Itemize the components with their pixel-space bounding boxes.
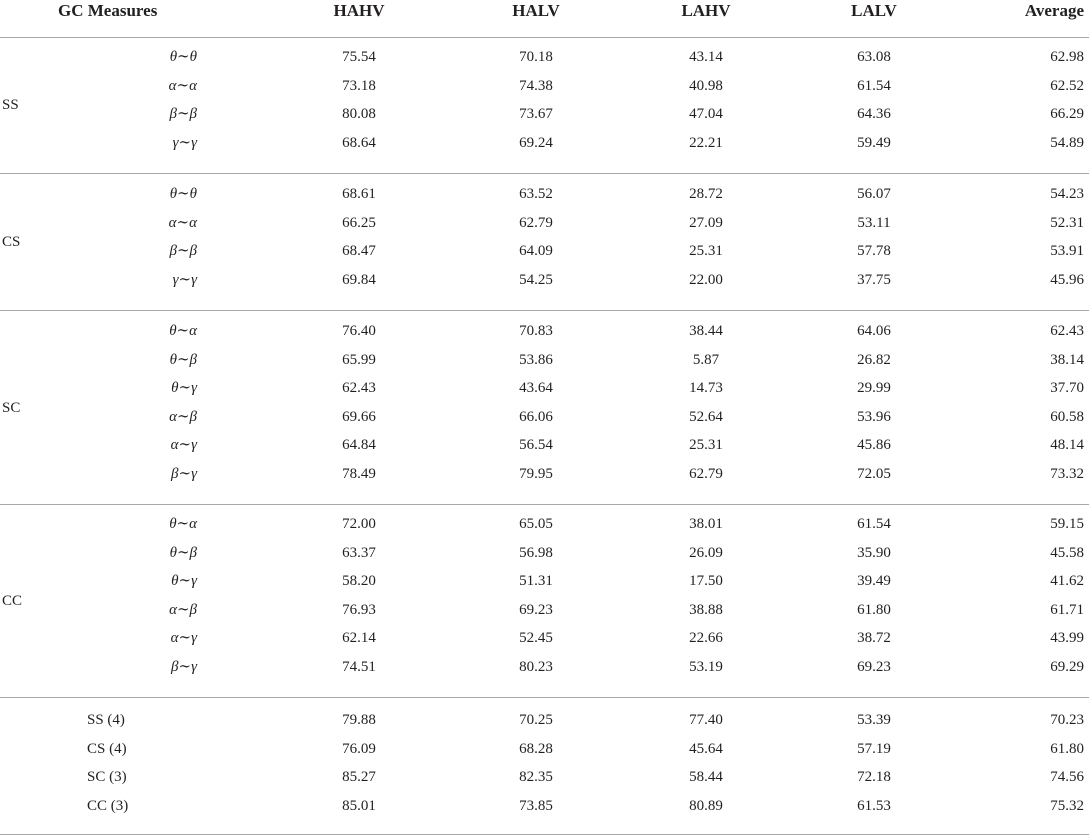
- table-cell: 72.05: [857, 466, 891, 482]
- band-pair: α∼β: [169, 408, 197, 425]
- table-cell: 38.14: [1050, 351, 1084, 368]
- table-cell: 65.05: [519, 516, 553, 532]
- group-divider-ss: [0, 173, 1089, 174]
- table-cell: 38.44: [689, 323, 723, 339]
- table-cell: 26.82: [857, 351, 891, 368]
- table-cell: 73.32: [1050, 466, 1084, 482]
- header-divider: [0, 37, 1089, 38]
- table-cell: 48.14: [1050, 437, 1084, 454]
- table-cell: 26.09: [689, 544, 723, 561]
- band-pair: θ∼θ: [169, 186, 197, 202]
- table-cell: 54.23: [1050, 186, 1084, 202]
- header-col-hahv: HAHV: [333, 1, 385, 20]
- table-cell: 61.80: [857, 601, 891, 618]
- band-pair: β∼γ: [171, 659, 197, 675]
- table-cell: 56.54: [519, 437, 553, 454]
- table-cell: 72.00: [342, 516, 376, 532]
- table-cell: 38.72: [857, 630, 891, 647]
- table-cell: 62.79: [519, 214, 553, 231]
- table-cell: 64.06: [857, 323, 891, 339]
- table-cell: 74.56: [1050, 769, 1084, 785]
- group-label-ss: SS: [2, 97, 19, 114]
- table-cell: 73.85: [519, 797, 553, 814]
- table-cell: 38.88: [689, 601, 723, 618]
- table-cell: 70.25: [519, 712, 553, 728]
- table-cell: 76.93: [342, 601, 376, 618]
- band-pair: α∼β: [169, 601, 197, 618]
- table-cell: 62.14: [342, 630, 376, 647]
- table-cell: 68.47: [342, 243, 376, 260]
- table-cell: 52.45: [519, 630, 553, 647]
- table-cell: 64.09: [519, 243, 553, 260]
- table-cell: 25.31: [689, 243, 723, 260]
- group-label-sc: SC: [2, 399, 21, 416]
- table-bottom-rule: [0, 834, 1089, 835]
- table-cell: 22.66: [689, 630, 723, 647]
- band-pair: θ∼γ: [171, 380, 197, 397]
- table-cell: 53.86: [519, 351, 553, 368]
- table-cell: 28.72: [689, 186, 723, 202]
- table-cell: 74.51: [342, 659, 376, 675]
- table-cell: 68.64: [342, 134, 376, 151]
- table-cell: 72.18: [857, 769, 891, 785]
- band-pair: γ∼γ: [172, 271, 197, 288]
- band-pair: β∼γ: [171, 466, 197, 482]
- table-cell: 61.71: [1050, 601, 1084, 618]
- band-pair: θ∼β: [169, 351, 197, 368]
- table-cell: 64.36: [857, 106, 891, 123]
- table-cell: 53.96: [857, 408, 891, 425]
- table-cell: 68.28: [519, 740, 553, 757]
- table-cell: 56.98: [519, 544, 553, 561]
- table-cell: 45.96: [1050, 271, 1084, 288]
- header-col-halv: HALV: [512, 1, 560, 20]
- table-cell: 68.61: [342, 186, 376, 202]
- table-cell: 77.40: [689, 712, 723, 728]
- table-cell: 76.09: [342, 740, 376, 757]
- table-cell: 53.91: [1050, 243, 1084, 260]
- table-cell: 39.49: [857, 573, 891, 590]
- summary-label: SS (4): [87, 712, 125, 728]
- table-cell: 66.25: [342, 214, 376, 231]
- group-divider-cs: [0, 310, 1089, 311]
- table-cell: 59.15: [1050, 516, 1084, 532]
- table-cell: 58.44: [689, 769, 723, 785]
- table-cell: 61.80: [1050, 740, 1084, 757]
- table-cell: 69.66: [342, 408, 376, 425]
- table-cell: 76.40: [342, 323, 376, 339]
- header-col-average: Average: [1024, 1, 1084, 20]
- table-cell: 37.70: [1050, 380, 1084, 397]
- table-cell: 58.20: [342, 573, 376, 590]
- table-cell: 62.43: [342, 380, 376, 397]
- table-cell: 47.04: [689, 106, 723, 123]
- table-cell: 14.73: [689, 380, 723, 397]
- table-cell: 69.23: [519, 601, 553, 618]
- summary-label: CC (3): [87, 797, 129, 814]
- table-cell: 60.58: [1050, 408, 1084, 425]
- table-cell: 79.95: [519, 466, 553, 482]
- table-cell: 29.99: [857, 380, 891, 397]
- header-col-lahv: LAHV: [681, 1, 731, 20]
- table-cell: 56.07: [857, 186, 891, 202]
- band-pair: θ∼α: [169, 323, 197, 339]
- table-cell: 70.23: [1050, 712, 1084, 728]
- band-pair: θ∼α: [169, 516, 197, 532]
- header-gc-measures: GC Measures: [58, 1, 158, 20]
- table-cell: 27.09: [689, 214, 723, 231]
- table-cell: 69.84: [342, 271, 376, 288]
- table-cell: 61.53: [857, 797, 891, 814]
- table-cell: 45.64: [689, 740, 723, 757]
- band-pair: γ∼γ: [172, 134, 197, 151]
- band-pair: α∼γ: [170, 437, 197, 454]
- table-cell: 43.64: [519, 380, 553, 397]
- band-pair: β∼β: [169, 106, 197, 123]
- table-cell: 40.98: [689, 77, 723, 94]
- group-label-cs: CS: [2, 234, 21, 251]
- table-cell: 53.11: [857, 214, 891, 231]
- table-cell: 78.49: [342, 466, 376, 482]
- table-cell: 35.90: [857, 544, 891, 561]
- table-cell: 74.38: [519, 77, 553, 94]
- table-cell: 53.19: [689, 659, 723, 675]
- table-cell: 54.25: [519, 271, 553, 288]
- table-cell: 37.75: [857, 271, 891, 288]
- band-pair: α∼α: [168, 77, 197, 94]
- table-cell: 69.29: [1050, 659, 1084, 675]
- table-cell: 52.31: [1050, 214, 1084, 231]
- table-cell: 66.29: [1050, 106, 1084, 123]
- table-cell: 75.54: [342, 49, 376, 65]
- band-pair: α∼α: [168, 214, 197, 231]
- table-cell: 63.08: [857, 49, 891, 65]
- table-cell: 43.99: [1050, 630, 1084, 647]
- table-cell: 61.54: [857, 516, 891, 532]
- table-cell: 62.52: [1050, 77, 1084, 94]
- table-cell: 63.37: [342, 544, 376, 561]
- band-pair: θ∼γ: [171, 573, 197, 590]
- table-cell: 73.18: [342, 77, 376, 94]
- table-cell: 45.86: [857, 437, 891, 454]
- table-cell: 80.23: [519, 659, 553, 675]
- table-cell: 51.31: [519, 573, 553, 590]
- table-cell: 62.43: [1050, 323, 1084, 339]
- table-cell: 45.58: [1050, 544, 1084, 561]
- table-cell: 17.50: [689, 573, 723, 590]
- band-pair: β∼β: [169, 243, 197, 260]
- table-cell: 73.67: [519, 106, 553, 123]
- table-cell: 57.19: [857, 740, 891, 757]
- table-cell: 85.01: [342, 797, 376, 814]
- table-cell: 63.52: [519, 186, 553, 202]
- table-cell: 75.32: [1050, 797, 1084, 814]
- table-cell: 22.21: [689, 134, 723, 151]
- table-cell: 79.88: [342, 712, 376, 728]
- table-cell: 59.49: [857, 134, 891, 151]
- table-cell: 38.01: [689, 516, 723, 532]
- summary-label: CS (4): [87, 740, 127, 757]
- band-pair: α∼γ: [170, 630, 197, 647]
- table-cell: 62.98: [1050, 49, 1084, 65]
- table-cell: 65.99: [342, 351, 376, 368]
- table-cell: 66.06: [519, 408, 553, 425]
- table-cell: 25.31: [689, 437, 723, 454]
- table-cell: 52.64: [689, 408, 723, 425]
- table-cell: 80.89: [689, 797, 723, 814]
- group-label-cc: CC: [2, 592, 23, 609]
- table-cell: 22.00: [689, 271, 723, 288]
- header-col-lalv: LALV: [851, 1, 897, 20]
- summary-label: SC (3): [87, 769, 127, 785]
- group-divider-cc: [0, 697, 1089, 698]
- table-cell: 61.54: [857, 77, 891, 94]
- table-cell: 64.84: [342, 437, 376, 454]
- table-cell: 41.62: [1050, 573, 1084, 590]
- table-cell: 57.78: [857, 243, 891, 260]
- band-pair: θ∼θ: [169, 49, 197, 65]
- table-cell: 54.89: [1050, 134, 1084, 151]
- table-cell: 85.27: [342, 769, 376, 785]
- table-cell: 69.23: [857, 659, 891, 675]
- table-cell: 70.83: [519, 323, 553, 339]
- table-cell: 53.39: [857, 712, 891, 728]
- table-cell: 62.79: [689, 466, 723, 482]
- table-cell: 69.24: [519, 134, 553, 151]
- table-cell: 70.18: [519, 49, 553, 65]
- group-divider-sc: [0, 504, 1089, 505]
- table-cell: 80.08: [342, 106, 376, 123]
- table-cell: 43.14: [689, 49, 723, 65]
- table-cell: 82.35: [519, 769, 553, 785]
- table-cell: 5.87: [692, 351, 720, 368]
- band-pair: θ∼β: [169, 544, 197, 561]
